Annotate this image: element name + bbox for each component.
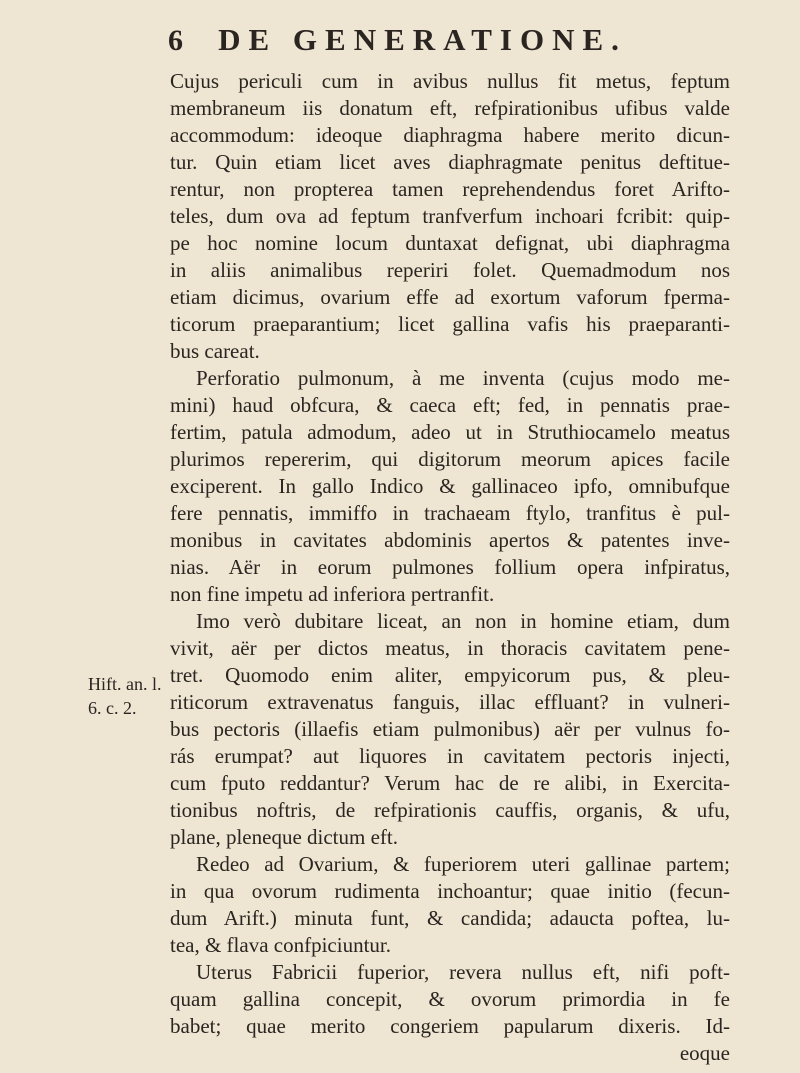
text-line: membraneum iis donatum eft, refpirationibus ufibus valde <box>170 96 730 120</box>
text-line: teles, dum ova ad feptum tranfverfum inchoari fcribit: quip- <box>170 204 730 228</box>
text-line: etiam dicimus, ovarium effe ad exortum vaforum fperma- <box>170 285 730 309</box>
text-line: quam gallina concepit, & ovorum primordia in fe <box>170 987 730 1011</box>
text-line: dum Arift.) minuta funt, & candida; adaucta poftea, lu- <box>170 906 730 930</box>
margin-note <box>88 672 168 720</box>
text-line: rentur, non propterea tamen reprehendendus foret Arifto- <box>170 177 730 201</box>
text-line: vivit, aër per dictos meatus, in thoracis cavitatem pene- <box>170 636 730 660</box>
text-line: plane, pleneque dictum eft. <box>170 825 398 849</box>
text-line: plurimos repererim, qui digitorum meorum apices facile <box>170 447 730 471</box>
text-line: bus careat. <box>170 339 260 363</box>
text-line: cum fputo reddantur? Verum hac de re alibi, in Exercita- <box>170 771 730 795</box>
margin-note-chapter: 6. c. 2. <box>88 698 137 718</box>
text-line: nias. Aër in eorum pulmones follium opera infpiratus, <box>170 555 730 579</box>
page-number: 6 <box>168 24 183 57</box>
text-line: mini) haud obfcura, & caeca eft; fed, in pennatis prae- <box>170 393 730 417</box>
text-line: Redeo ad Ovarium, & fuperiorem uteri gallinae partem; <box>196 852 730 876</box>
text-line: Imo verò dubitare liceat, an non in homine etiam, dum <box>196 609 730 633</box>
text-line: monibus in cavitates abdominis apertos & patentes inve- <box>170 528 730 552</box>
text-line: bus pectoris (illaefis etiam pulmonibus) aër per vulnus fo- <box>170 717 730 741</box>
text-line: exciperent. In gallo Indico & gallinaceo ipfo, omnibufque <box>170 474 730 498</box>
text-line: riticorum extravenatus fanguis, illac effluant? in vulneri- <box>170 690 730 714</box>
page-header <box>168 22 768 68</box>
catchword: eoque <box>679 1041 730 1065</box>
text-line: tea, & flava confpiciuntur. <box>170 933 392 957</box>
text-line: fere pennatis, immiffo in trachaeam ftylo, tranfitus è pul- <box>170 501 730 525</box>
text-line: pe hoc nomine locum duntaxat defignat, ubi diaphragma <box>170 231 730 255</box>
text-line: Uterus Fabricii fuperior, revera nullus eft, nifi poft- <box>196 960 730 984</box>
text-line: rás erumpat? aut liquores in cavitatem pectoris injecti, <box>170 744 730 768</box>
text-line: Cujus periculi cum in avibus nullus fit metus, feptum <box>170 69 730 93</box>
text-line: Perforatio pulmonum, à me inventa (cujus modo me- <box>196 366 730 390</box>
text-line: tionibus noftris, de refpirationis cauffis, organis, & ufu, <box>170 798 730 822</box>
text-line: tret. Quomodo enim aliter, empyicorum pus, & pleu- <box>170 663 730 687</box>
text-line: tur. Quin etiam licet aves diaphragmate penitus deftitue- <box>170 150 730 174</box>
text-line: fertim, patula admodum, adeo ut in Struthiocamelo meatus <box>170 420 730 444</box>
body-text <box>170 68 730 1067</box>
margin-note-reference: Hift. an. l. <box>88 674 162 694</box>
text-line: in qua ovorum rudimenta inchoantur; quae initio (fecun- <box>170 879 730 903</box>
text-line: ticorum praeparantium; licet gallina vafis his praeparanti- <box>170 312 730 336</box>
running-title: DE GENERATIONE. <box>218 22 627 57</box>
text-line: non fine impetu ad inferiora pertranfit. <box>170 582 495 606</box>
text-line: in aliis animalibus reperiri folet. Quemadmodum nos <box>170 258 730 282</box>
text-line: accommodum: ideoque diaphragma habere merito dicun- <box>170 123 730 147</box>
text-line: babet; quae merito congeriem papularum dixeris. Id- <box>170 1014 730 1038</box>
